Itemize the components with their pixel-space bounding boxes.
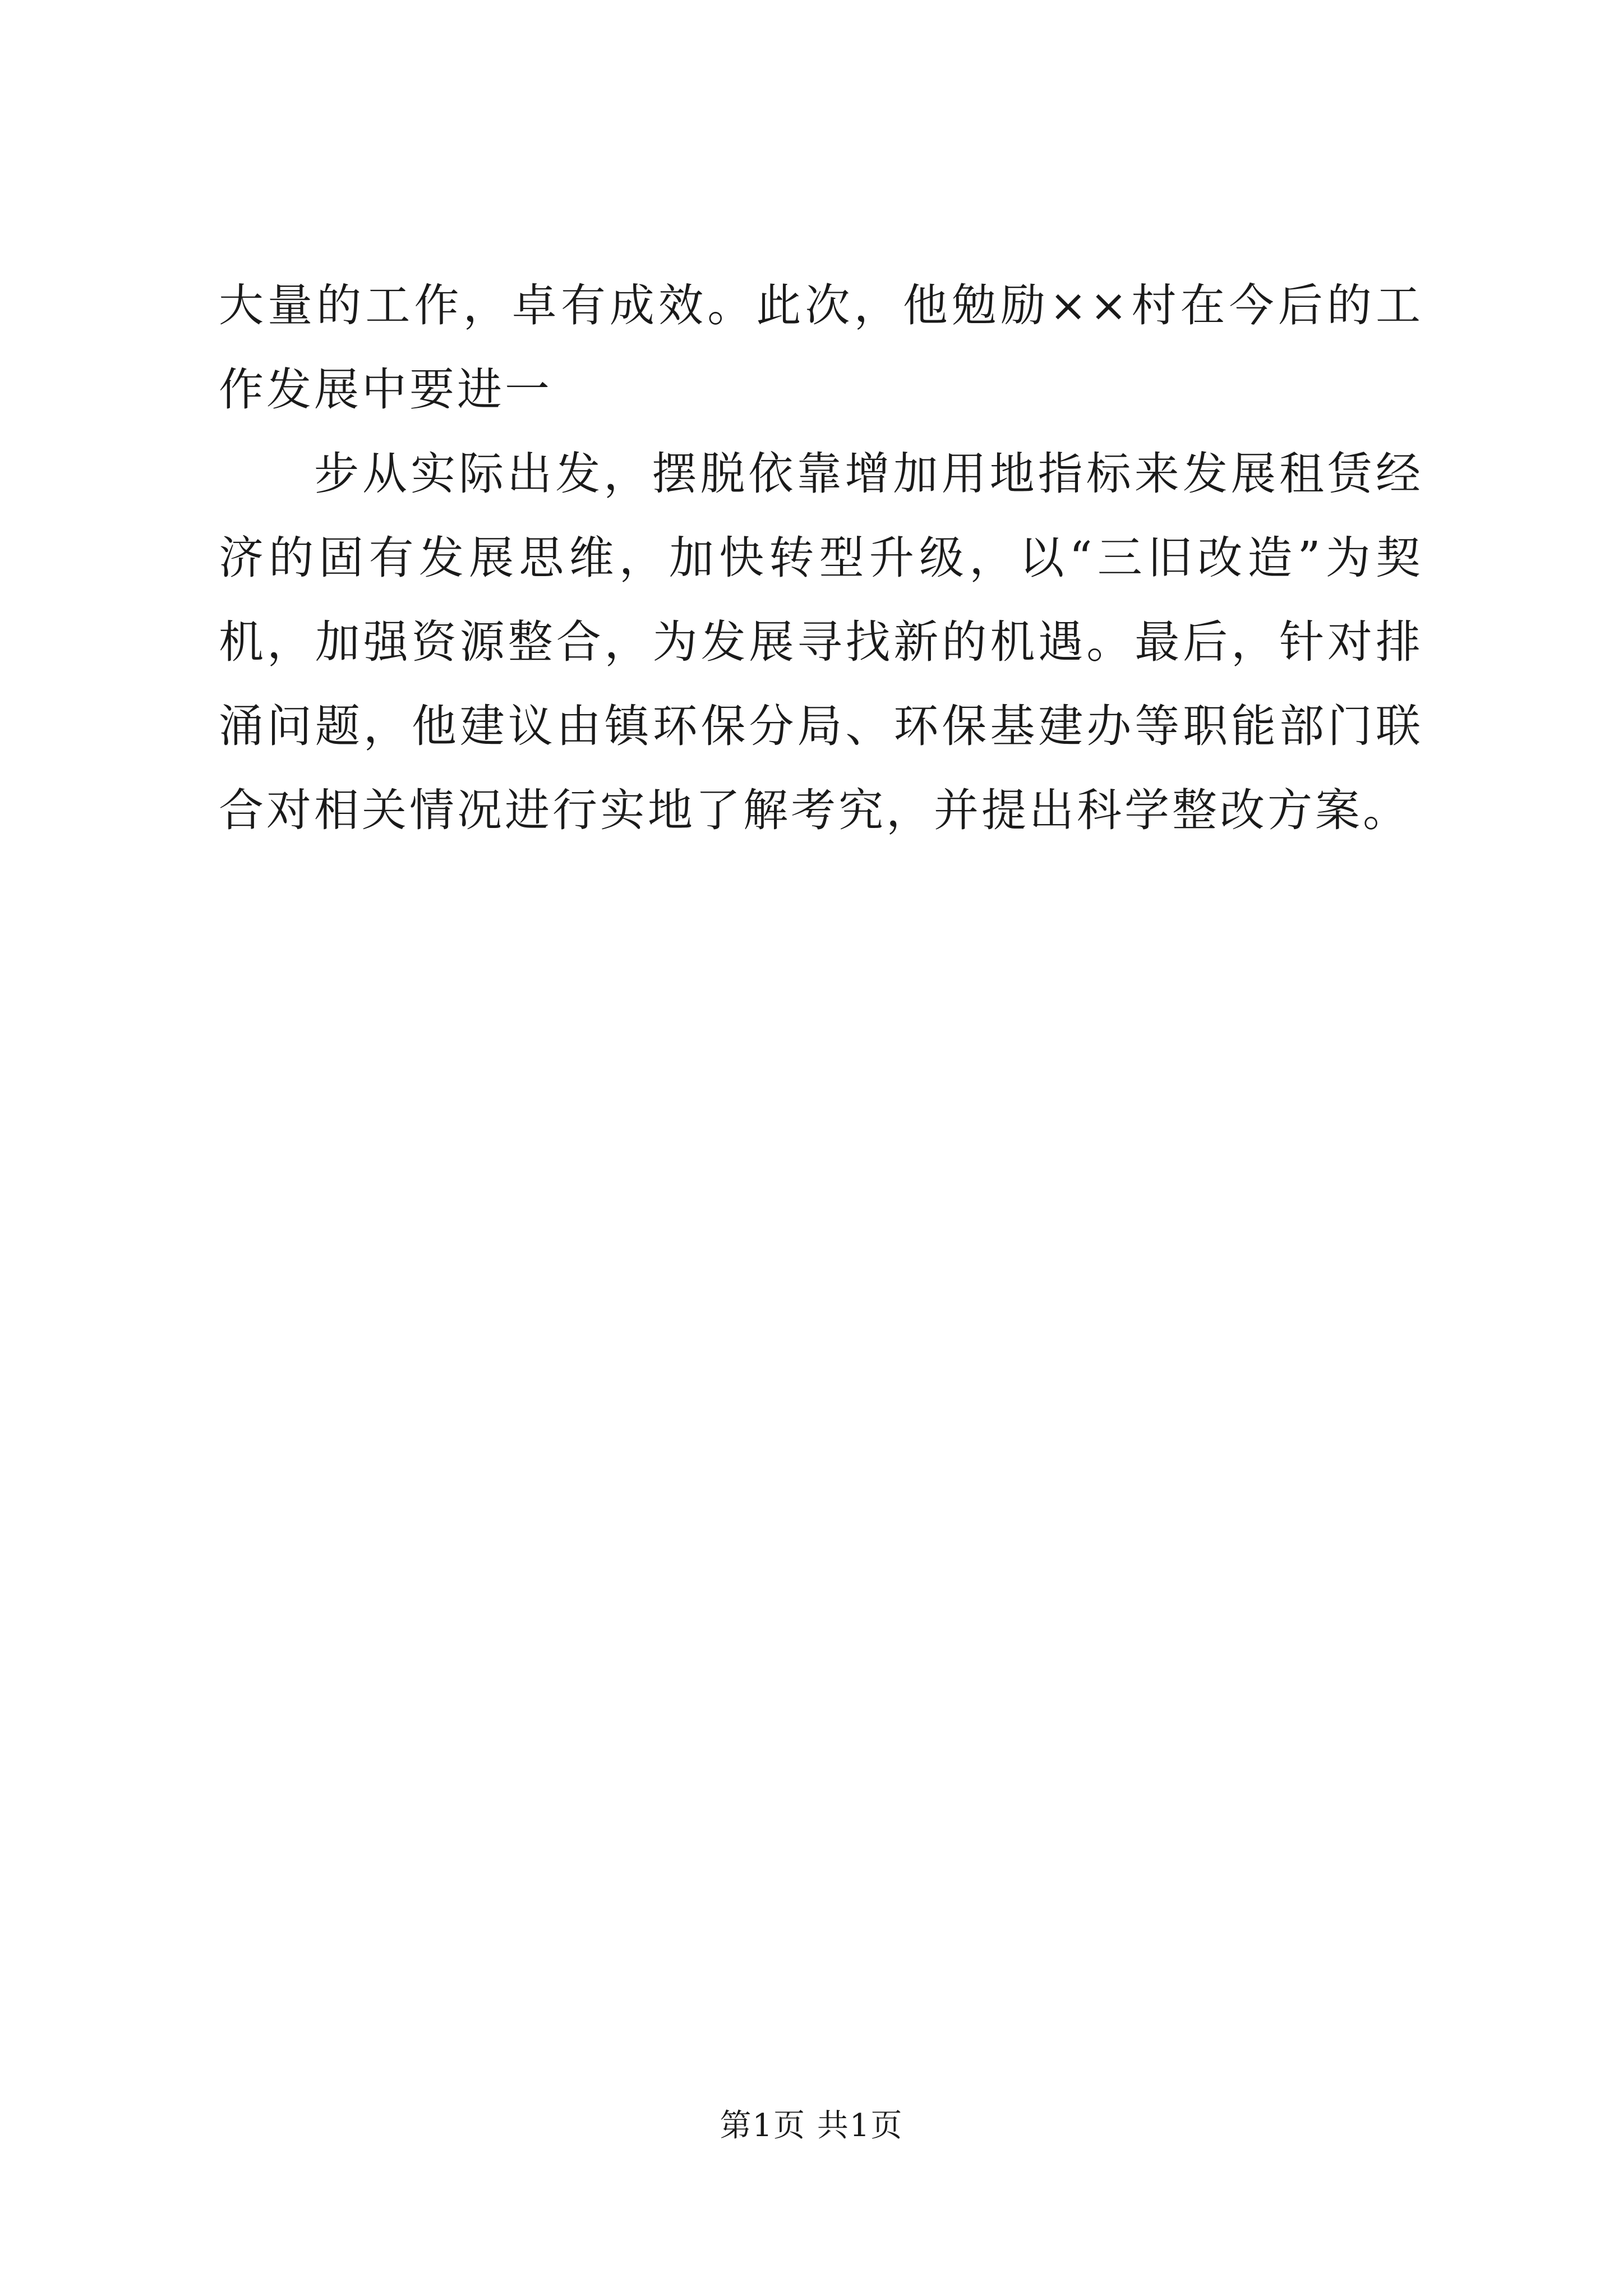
paragraph-2: 步从实际出发，摆脱依靠增加用地指标来发展租赁经济的固有发展思维，加快转型升级，以“三旧改造”为契机，加强资源整合，为发展寻找新的机遇。最后，针对排涌问题，他建议由镇环保分局、环保基建办等职能部门联合对相关情况进行实地了解考究，并提出科学整改方案。 xyxy=(219,448,1423,836)
paragraph-1: 大量的工作，卓有成效。此次，他勉励××村在今后的工作发展中要进一 xyxy=(219,279,1423,416)
document-body xyxy=(219,264,1423,853)
page-footer: 第1页 共1页 xyxy=(720,2108,903,2144)
